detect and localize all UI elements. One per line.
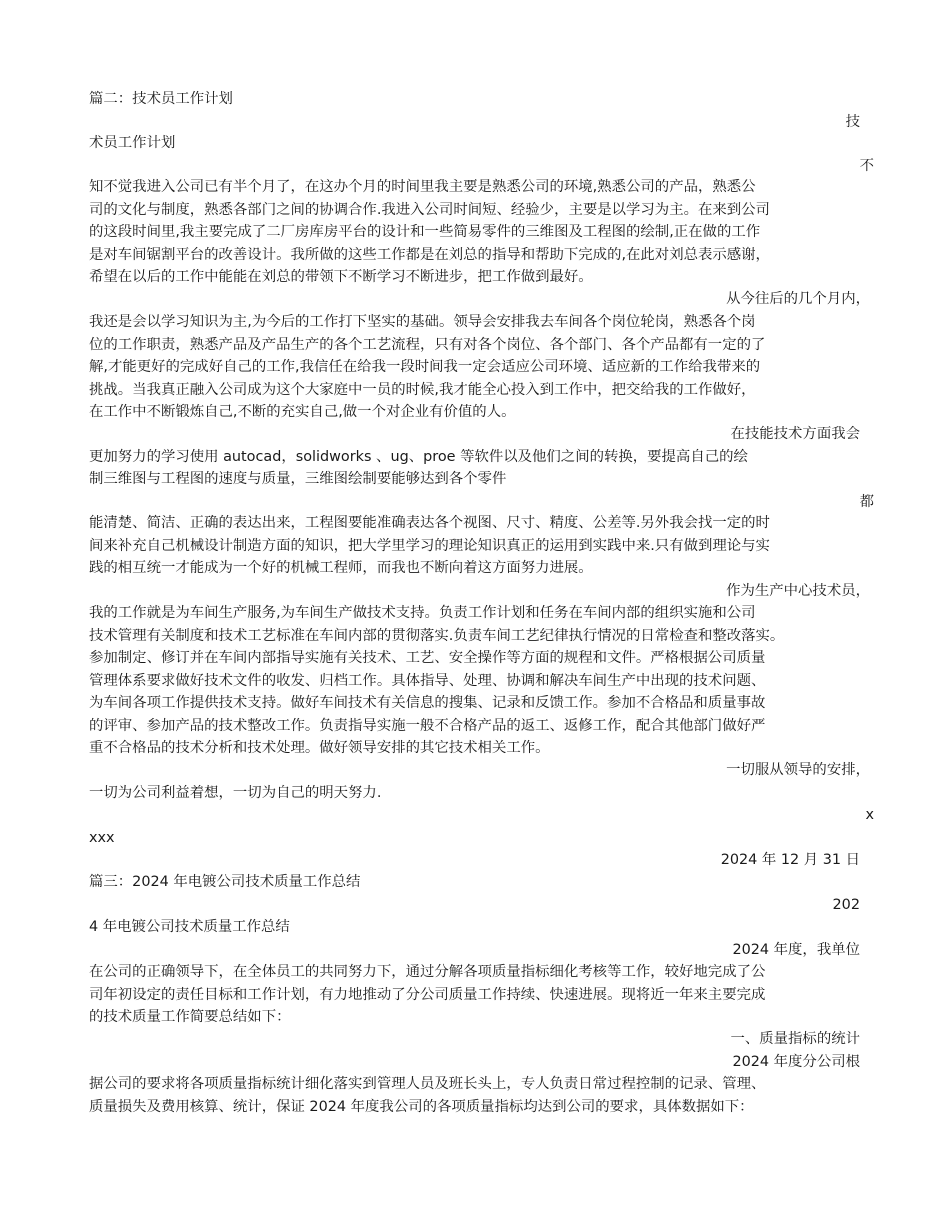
text-line: 技术管理有关制度和技术工艺标准在车间内部的贯彻落实.负责车间工艺纪律执行情况的日常检查和整改落实。 <box>89 628 785 644</box>
text-line: 知不觉我进入公司已有半个月了，在这办个月的时间里我主要是熟悉公司的环境,熟悉公司的产品，熟悉公 <box>89 179 756 195</box>
text-line: 一切为公司利益着想，一切为自己的明天努力. <box>89 785 382 801</box>
text-line: 挑战。当我真正融入公司成为这个大家庭中一员的时候,我才能全心投入到工作中，把交给我的工作做好， <box>89 382 756 398</box>
text-line: 从今往后的几个月内， <box>726 291 870 307</box>
subsection-heading: 一、质量指标的统计 <box>730 1031 860 1047</box>
text-line: 我的工作就是为车间生产服务,为车间生产做技术支持。负责工作计划和任务在车间内部的组织实施和公司 <box>89 605 756 621</box>
text-line: 解,才能更好的完成好自己的工作,我信任在给我一段时间我一定会适应公司环境、适应新的工作给我带来的 <box>89 359 761 375</box>
doc-title-tail: 4 年电镀公司技术质量工作总结 <box>89 919 290 935</box>
text-line: 据公司的要求将各项质量指标统计细化落实到管理人员及班长头上，专人负责日常过程控制的记录、管理、 <box>89 1076 766 1092</box>
text-line: 制三维图与工程图的速度与质量，三维图绘制要能够达到各个零件 <box>89 471 507 487</box>
text-line: 都 <box>859 494 874 510</box>
text-line: 参加制定、修订并在车间内部指导实施有关技术、工艺、安全操作等方面的规程和文件。严格根据公司质量 <box>89 650 766 666</box>
signature-fragment: x <box>865 807 874 823</box>
text-line: 践的相互统一才能成为一个好的机械工程师，而我也不断向着这方面努力进展。 <box>89 560 593 576</box>
text-line: 的这段时间里,我主要完成了二厂房库房平台的设计和一些简易零件的三维图及工程图的绘制,正在做的工作 <box>89 224 761 240</box>
text-line: 希望在以后的工作中能能在刘总的带领下不断学习不断进步，把工作做到最好。 <box>89 269 593 285</box>
text-line: 间来补充自己机械设计制造方面的知识，把大学里学习的理论知识真正的运用到实践中来.只有做到理论与实 <box>89 538 770 554</box>
text-line: 更加努力的学习使用 autocad，solidworks 、ug、proe 等软件以及他们之间的转换，要提高自己的绘 <box>89 449 748 465</box>
text-line: 的评审、参加产品的技术整改工作。负责指导实施一般不合格产品的返工、返修工作，配合其他部门做好严 <box>89 718 766 734</box>
text-line: 在工作中不断锻炼自己,不断的充实自己,做一个对企业有价值的人。 <box>89 404 516 420</box>
text-line: 2024 年度分公司根 <box>732 1054 860 1070</box>
text-line: 能清楚、简洁、正确的表达出来，工程图要能准确表达各个视图、尺寸、精度、公差等.另外我会找一定的时 <box>89 515 770 531</box>
section-heading-2: 篇二：技术员工作计划 <box>89 91 233 107</box>
text-line: 我还是会以学习知识为主,为今后的工作打下坚实的基础。领导会安排我去车间各个岗位轮岗，熟悉各个岗 <box>89 314 756 330</box>
text-line: 位的工作职责，熟悉产品及产品生产的各个工艺流程，只有对各个岗位、各个部门、各个产品都有一定的了 <box>89 337 766 353</box>
text-line: 技 <box>845 114 860 130</box>
text-line: 作为生产中心技术员， <box>726 583 870 599</box>
date-line: 2024 年 12 月 31 日 <box>720 852 860 868</box>
text-line: 在公司的正确领导下，在全体员工的共同努力下，通过分解各项质量指标细化考核等工作，较好地完成了公 <box>89 964 766 980</box>
text-line: 司的文化与制度，熟悉各部门之间的协调合作.我进入公司时间短、经验少，主要是以学习为主。在来到公司 <box>89 202 770 218</box>
text-line: 一切服从领导的安排， <box>726 762 870 778</box>
text-line: 的技术质量工作简要总结如下： <box>89 1009 291 1025</box>
text-line: 2024 年度，我单位 <box>732 942 860 958</box>
text-line: 在技能技术方面我会 <box>730 426 860 442</box>
text-line: 重不合格品的技术分析和技术处理。做好领导安排的其它技术相关工作。 <box>89 740 550 756</box>
text-line: 为车间各项工作提供技术支持。做好车间技术有关信息的搜集、记录和反馈工作。参加不合格品和质量事故 <box>89 695 766 711</box>
text-line: 司年初设定的责任目标和工作计划，有力地推动了分公司质量工作持续、快速进展。现将近一年来主要完成 <box>89 987 766 1003</box>
text-line: 质量损失及费用核算、统计，保证 2024 年度我公司的各项质量指标均达到公司的要求，具体数据如下： <box>89 1099 754 1115</box>
section-heading-3: 篇三：2024 年电镀公司技术质量工作总结 <box>89 874 361 890</box>
text-line: 不 <box>859 158 874 174</box>
text-line: 202 <box>832 897 860 913</box>
text-line: 管理体系要求做好技术文件的收发、归档工作。具体指导、处理、协调和解决车间生产中出现的技术问题、 <box>89 673 766 689</box>
doc-title-tail: 术员工作计划 <box>89 135 176 151</box>
signature: xxx <box>89 830 115 846</box>
text-line: 是对车间锯割平台的改善设计。我所做的这些工作都是在刘总的指导和帮助下完成的,在此对刘总表示感谢， <box>89 247 770 263</box>
